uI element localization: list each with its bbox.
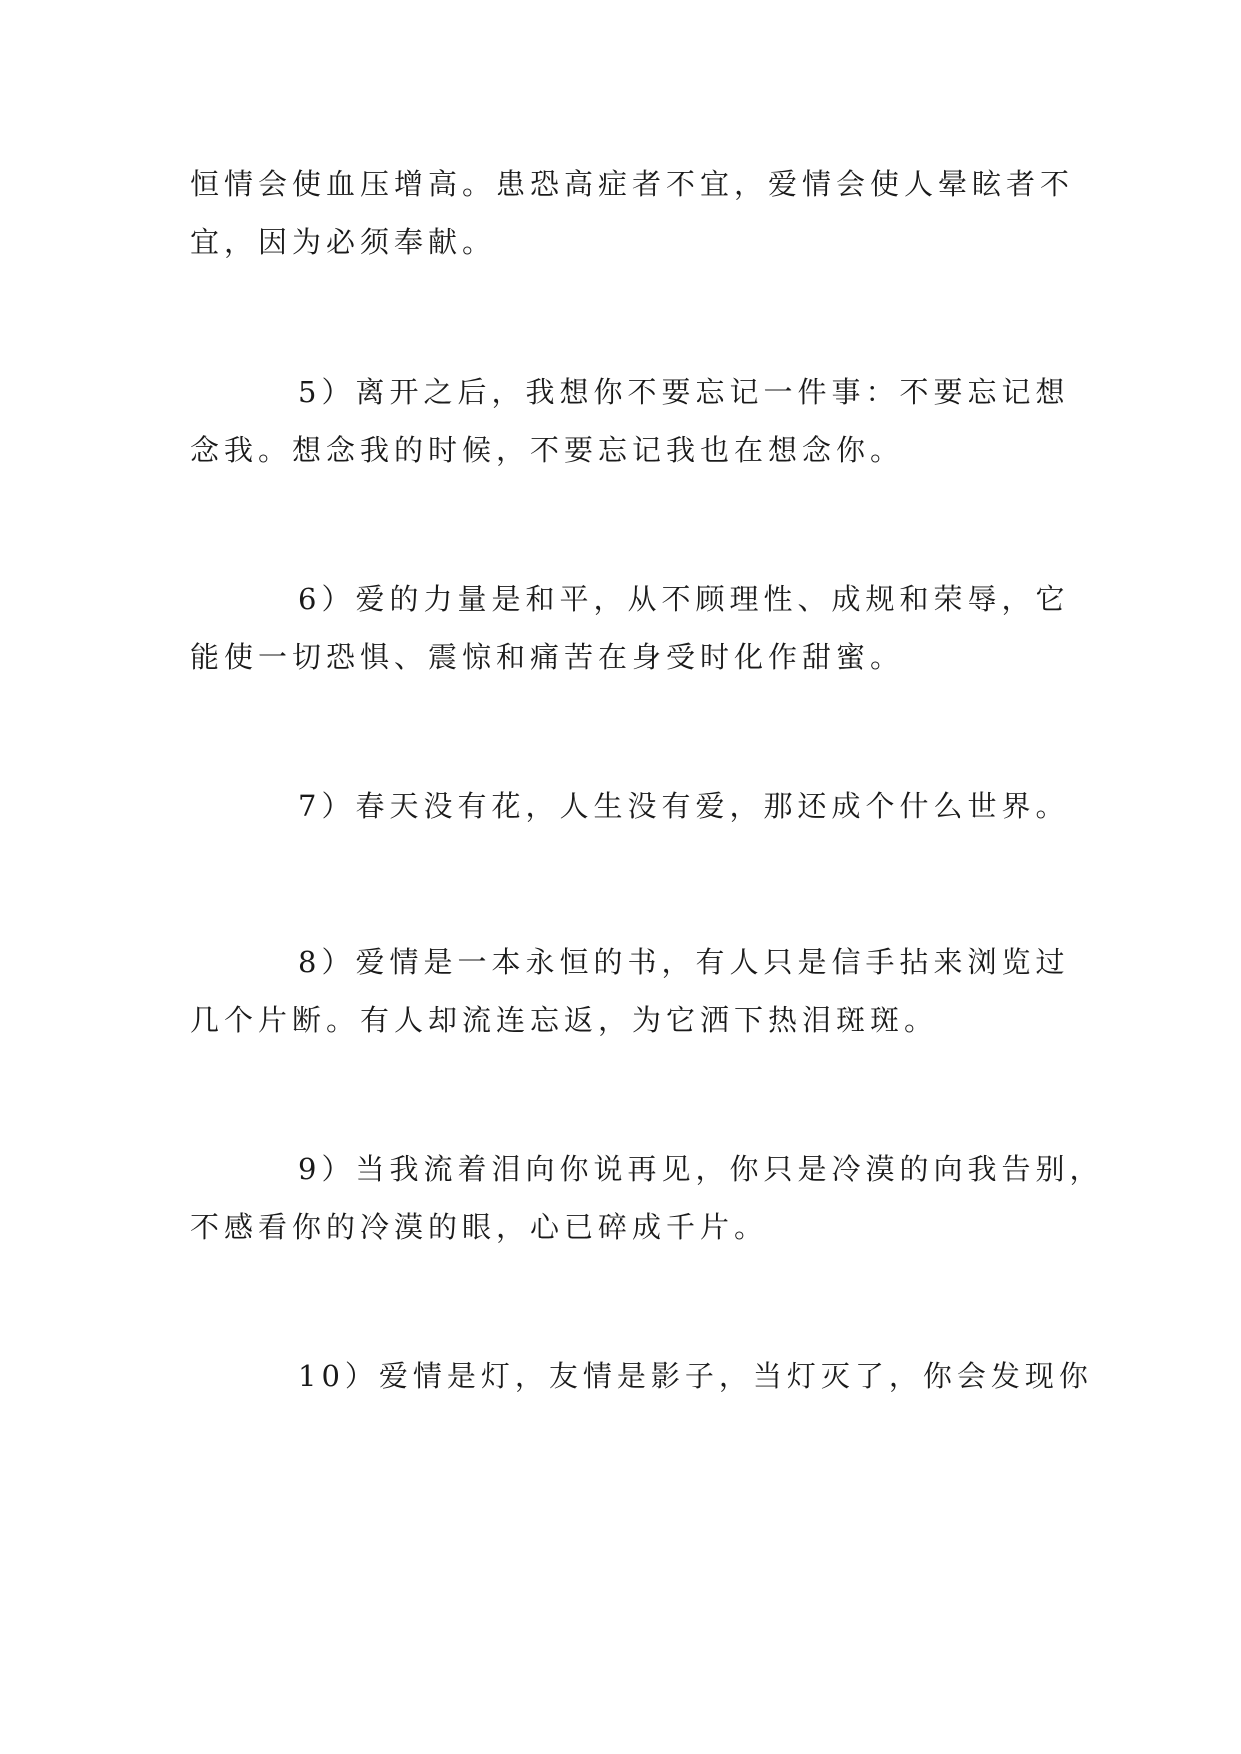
paragraph-line: 几个片断。有人却流连忘返，为它洒下热泪斑斑。 — [190, 1003, 939, 1037]
paragraph-line: 5）离开之后，我想你不要忘记一件事：不要忘记想 — [298, 375, 1070, 409]
paragraph-8 — [190, 933, 1070, 1049]
paragraph-line: 不感看你的冷漠的眼，心已碎成千片。 — [190, 1210, 769, 1244]
paragraph-line: 9）当我流着泪向你说再见，你只是冷漠的向我告别， — [298, 1152, 1104, 1186]
paragraph-10 — [190, 1347, 1093, 1405]
paragraph-7 — [190, 777, 1070, 835]
paragraph-line: 7）春天没有花，人生没有爱，那还成个什么世界。 — [298, 789, 1070, 823]
paragraph-line: 念我。想念我的时候，不要忘记我也在想念你。 — [190, 433, 905, 467]
paragraph-line: 宜，因为必须奉献。 — [190, 225, 497, 259]
paragraph-line: 8）爱情是一本永恒的书，有人只是信手拈来浏览过 — [298, 945, 1070, 979]
paragraph-line: 能使一切恐惧、震惊和痛苦在身受时化作甜蜜。 — [190, 640, 905, 674]
paragraph-line: 10）爱情是灯，友情是影子，当灯灭了，你会发现你 — [298, 1359, 1093, 1393]
paragraph-line: 恒情会使血压增高。患恐高症者不宜，爱情会使人晕眩者不 — [190, 167, 1075, 201]
paragraph-5 — [190, 363, 1070, 479]
paragraph-6 — [190, 570, 1070, 686]
paragraph-9 — [190, 1140, 1104, 1256]
paragraph-4-continued — [190, 155, 1075, 271]
paragraph-line: 6）爱的力量是和平，从不顾理性、成规和荣辱，它 — [298, 582, 1070, 616]
